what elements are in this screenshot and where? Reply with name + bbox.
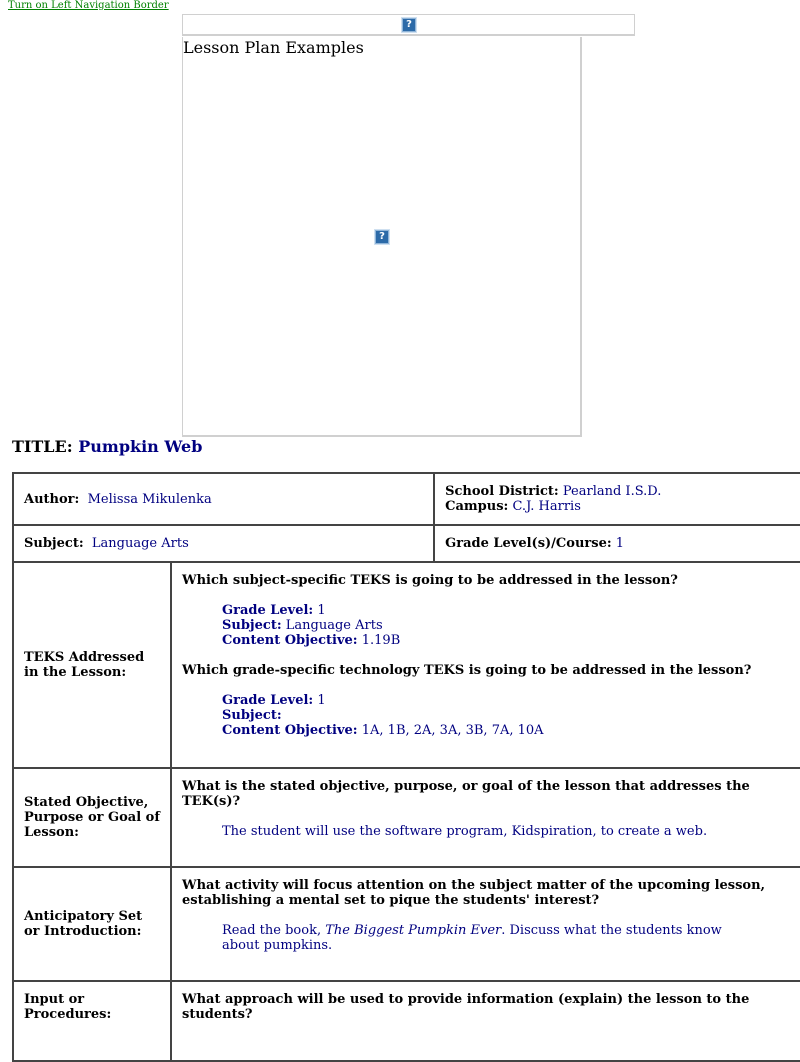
input-question: What approach will be used to provide information (explain) the lesson to the students? xyxy=(182,992,750,1022)
input-label: Input or Procedures: xyxy=(13,981,171,1061)
content-objective-label: Content Objective: xyxy=(222,723,358,738)
objective-label: Stated Objective, Purpose or Goal of Lesson: xyxy=(13,768,171,867)
subject-label: Subject: xyxy=(24,536,84,551)
answer-text: Read the book, xyxy=(222,923,326,938)
grade-cell xyxy=(434,525,800,562)
subject-cell xyxy=(13,525,434,562)
campus-value: C.J. Harris xyxy=(512,499,581,514)
teks-question-2: Which grade-specific technology TEKS is going to be addressed in the lesson? xyxy=(182,663,752,678)
teks-subject-specific xyxy=(182,603,800,648)
table-row xyxy=(13,525,800,562)
table-row xyxy=(13,473,800,525)
objective-cell xyxy=(171,768,800,867)
grade-level-value: 1 xyxy=(317,693,326,708)
content-objective-value: 1A, 1B, 2A, 3A, 3B, 7A, 10A xyxy=(361,723,544,738)
table-row xyxy=(13,768,800,867)
lesson-title xyxy=(12,437,202,456)
teks-technology xyxy=(182,693,800,738)
objective-answer: The student will use the software program, Kidspiration, to create a web. xyxy=(222,824,708,839)
author-value: Melissa Mikulenka xyxy=(87,491,212,507)
grade-value: 1 xyxy=(615,536,625,551)
grade-level-label: Grade Level: xyxy=(222,603,314,618)
anticipatory-label: Anticipatory Set or Introduction: xyxy=(13,867,171,981)
input-cell xyxy=(171,981,800,1061)
district-cell xyxy=(434,473,800,525)
anticipatory-question: What activity will focus attention on the subject matter of the upcoming lesson, establishing a mental set to pique the students' interest? xyxy=(182,878,766,908)
anticipatory-cell xyxy=(171,867,800,981)
lesson-plan-table xyxy=(12,472,800,1062)
campus-label: Campus: xyxy=(445,499,509,514)
district-value: Pearland I.S.D. xyxy=(562,484,662,499)
broken-image-icon: ? xyxy=(402,18,416,32)
grade-level-label: Grade Level: xyxy=(222,693,314,708)
turn-on-left-nav-link[interactable]: Turn on Left Navigation Border xyxy=(8,0,169,11)
author-label: Author: xyxy=(24,491,80,507)
author-cell xyxy=(13,473,434,525)
anticipatory-answer xyxy=(182,923,732,953)
content-frame xyxy=(182,37,582,437)
content-objective-label: Content Objective: xyxy=(222,633,358,648)
top-frame xyxy=(182,14,635,36)
table-row xyxy=(13,981,800,1061)
subject-value: Language Arts xyxy=(285,618,383,633)
table-row xyxy=(13,867,800,981)
subject-label: Subject: xyxy=(222,618,282,633)
broken-image-icon: ? xyxy=(375,230,389,244)
content-objective-value: 1.19B xyxy=(361,633,401,648)
table-row xyxy=(13,562,800,768)
grade-label: Grade Level(s)/Course: xyxy=(445,536,612,551)
book-title: The Biggest Pumpkin Ever xyxy=(325,923,502,938)
answer-text: . Discuss what the students know about pumpkins. xyxy=(222,923,722,953)
teks-question-1: Which subject-specific TEKS is going to be addressed in the lesson? xyxy=(182,573,678,588)
frame-title: Lesson Plan Examples xyxy=(183,38,364,57)
district-label: School District: xyxy=(445,484,559,499)
title-label: TITLE: xyxy=(12,437,73,456)
objective-question: What is the stated objective, purpose, or goal of the lesson that addresses the TEK(s)? xyxy=(182,779,750,809)
title-value: Pumpkin Web xyxy=(78,437,203,456)
teks-label: TEKS Addressed in the Lesson: xyxy=(13,562,171,768)
teks-cell xyxy=(171,562,800,768)
subject-value: Language Arts xyxy=(91,536,189,551)
subject-label: Subject: xyxy=(222,708,282,723)
grade-level-value: 1 xyxy=(317,603,326,618)
